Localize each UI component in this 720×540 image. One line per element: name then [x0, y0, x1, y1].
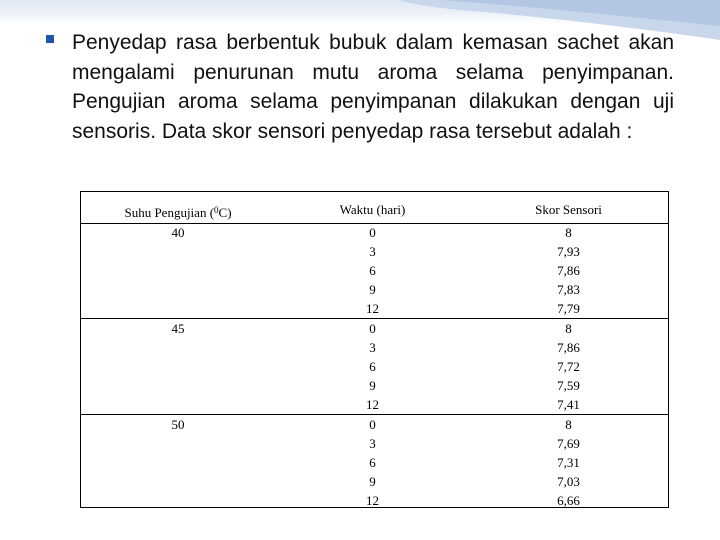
bullet-item: [46, 28, 674, 146]
waktu-value: 12: [366, 493, 379, 508]
skor-cell: [470, 223, 667, 318]
skor-value: 7,86: [557, 340, 580, 355]
waktu-cell: [275, 415, 470, 510]
header-waktu: Waktu (hari): [339, 202, 406, 217]
waktu-value: 12: [366, 397, 379, 412]
skor-value: 7,41: [557, 397, 580, 412]
skor-value: 7,79: [557, 301, 580, 316]
waktu-value: 9: [369, 282, 376, 297]
waktu-value: 3: [369, 436, 376, 451]
waktu-value: 6: [369, 359, 376, 374]
skor-value: 7,72: [557, 359, 580, 374]
skor-value: 8: [565, 225, 572, 240]
waktu-value: 12: [366, 301, 379, 316]
waktu-value: 6: [369, 263, 376, 278]
waktu-value: 9: [369, 378, 376, 393]
skor-value: 7,69: [557, 436, 580, 451]
skor-value: 8: [565, 417, 572, 432]
header-suhu: Suhu Pengujian ($^0$C): [124, 205, 232, 220]
header-skor: Skor Sensori: [535, 202, 602, 217]
sensory-score-table: [80, 191, 669, 508]
skor-cell: [470, 319, 667, 414]
skor-value: 6,66: [557, 493, 580, 508]
waktu-value: 6: [369, 455, 376, 470]
skor-value: 7,03: [557, 474, 580, 489]
waktu-cell: [275, 223, 470, 318]
skor-value: 7,83: [557, 282, 580, 297]
skor-value: 8: [565, 321, 572, 336]
waktu-value: 3: [369, 340, 376, 355]
waktu-value: 9: [369, 474, 376, 489]
skor-cell: [470, 415, 667, 510]
square-bullet-icon: [46, 35, 54, 43]
skor-value: 7,93: [557, 244, 580, 259]
table-header-row: [81, 192, 668, 224]
waktu-value: 0: [369, 225, 376, 240]
skor-value: 7,59: [557, 378, 580, 393]
table-row-group: [81, 223, 668, 319]
table-row-group: [81, 319, 668, 415]
waktu-cell: [275, 319, 470, 414]
suhu-cell: 45: [171, 321, 185, 336]
bullet-text: Penyedap rasa berbentuk bubuk dalam kemasan sachet akan mengalami penurunan mutu aroma selama penyimpanan. Pengujian aroma selama penyimpanan dilakukan dengan uji sensoris. Data skor sensori penyedap rasa tersebut adalah :: [72, 31, 674, 143]
waktu-value: 0: [369, 321, 376, 336]
suhu-cell: 40: [171, 225, 185, 240]
suhu-cell: 50: [171, 417, 185, 432]
waktu-value: 0: [369, 417, 376, 432]
table-row-group: [81, 415, 668, 511]
waktu-value: 3: [369, 244, 376, 259]
skor-value: 7,31: [557, 455, 580, 470]
skor-value: 7,86: [557, 263, 580, 278]
